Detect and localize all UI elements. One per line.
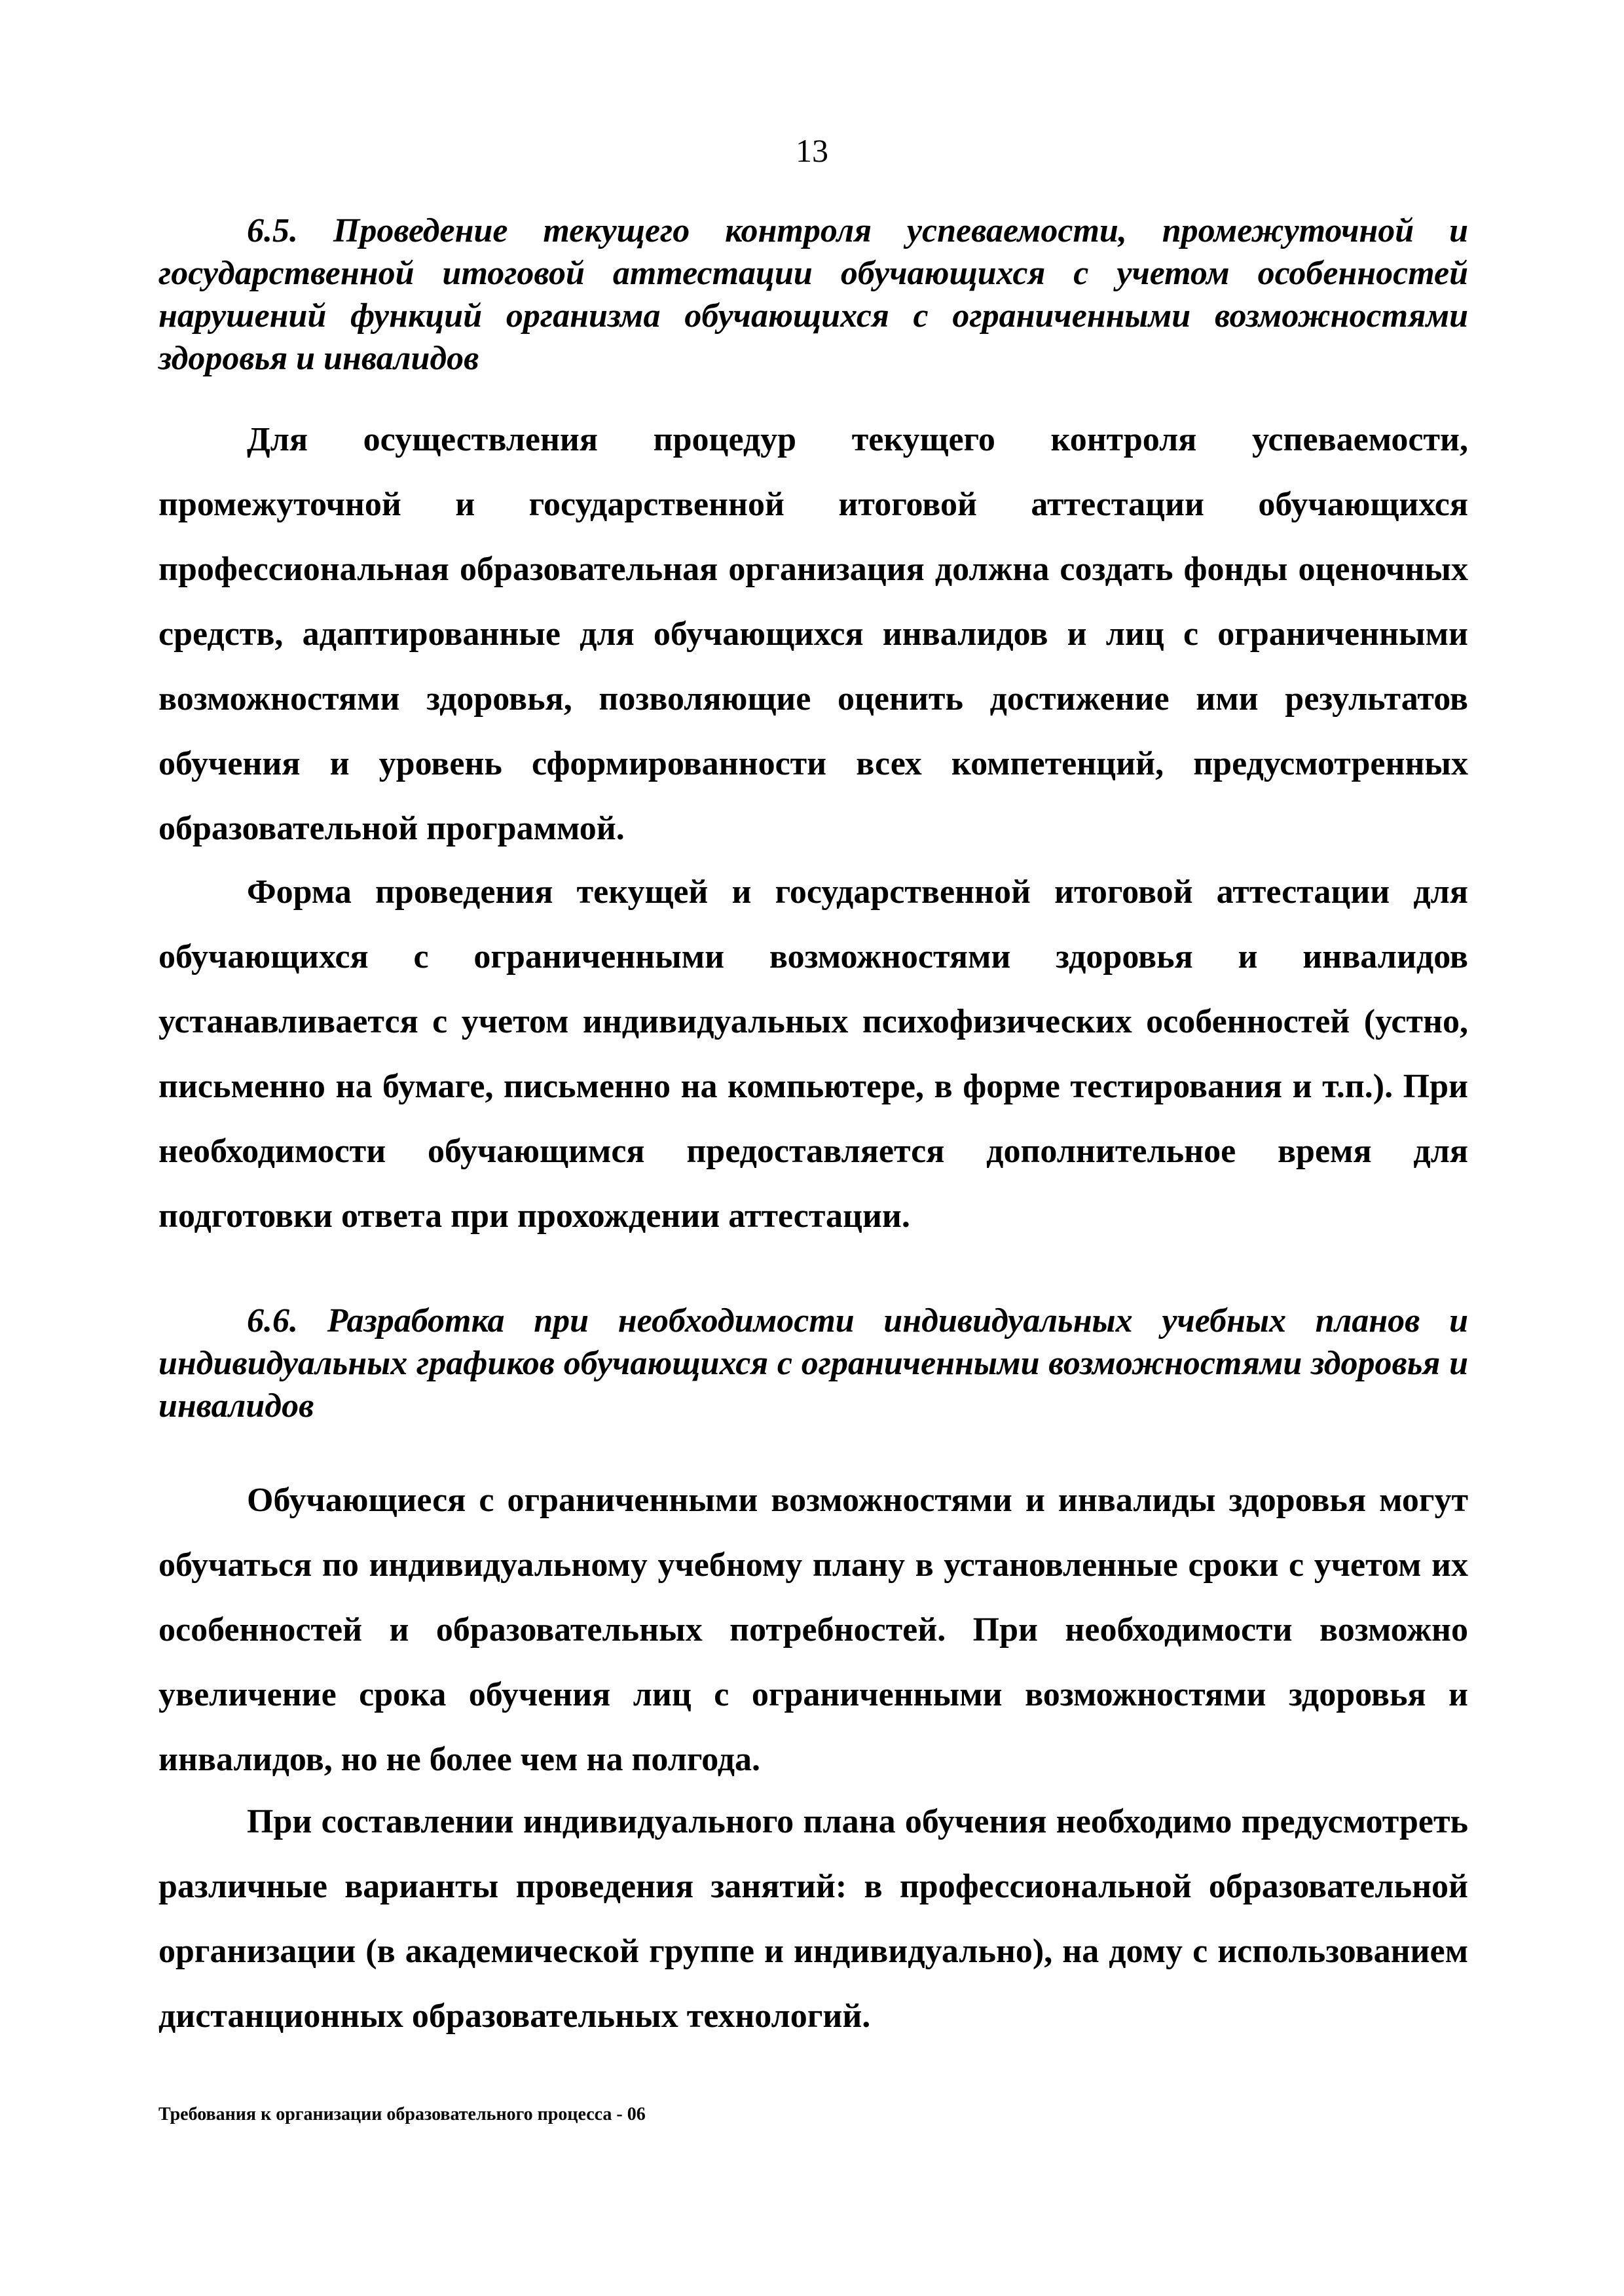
page-number: 13 xyxy=(796,132,828,169)
section-heading-6-5: 6.5. Проведение текущего контроля успеваемости, промежуточной и государственной итоговой аттестации обучающихся с учетом особенностей нарушений функций организма обучающихся с ограниченными возможностями здоровья и инвалидов xyxy=(158,212,1468,377)
paragraph: Обучающиеся с ограниченными возможностями и инвалиды здоровья могут обучаться по индивидуальному учебному плану в установленные сроки с учетом их особенностей и образовательных потребностей. При необходимости возможно увеличение срока обучения лиц с ограниченными возможностями здоровья и инвалидов, но не более чем на полгода. xyxy=(158,1482,1468,1778)
page-footer: Требования к организации образовательного процесса - 06 xyxy=(158,2104,646,2124)
paragraph: При составлении индивидуального плана обучения необходимо предусмотреть различные варианты проведения занятий: в профессиональной образовательной организации (в академической группе и индивидуально), на дому с использованием дистанционных образовательных технологий. xyxy=(158,1803,1468,2035)
paragraph: Для осуществления процедур текущего контроля успеваемости, промежуточной и государственной итоговой аттестации обучающихся профессиональная образовательная организация должна создать фонды оценочных средств, адаптированные для обучающихся инвалидов и лиц с ограниченными возможностями здоровья, позволяющие оценить достижение ими результатов обучения и уровень сформированности всех компетенций, предусмотренных образовательной программой. xyxy=(158,421,1468,847)
paragraph: Форма проведения текущей и государственной итоговой аттестации для обучающихся с ограниченными возможностями здоровья и инвалидов устанавливается с учетом индивидуальных психофизических особенностей (устно, письменно на бумаге, письменно на компьютере, в форме тестирования и т.п.). При необходимости обучающимся предоставляется дополнительное время для подготовки ответа при прохождении аттестации. xyxy=(158,873,1468,1235)
section-heading-6-6: 6.6. Разработка при необходимости индивидуальных учебных планов и индивидуальных графиков обучающихся с ограниченными возможностями здоровья и инвалидов xyxy=(158,1302,1468,1425)
